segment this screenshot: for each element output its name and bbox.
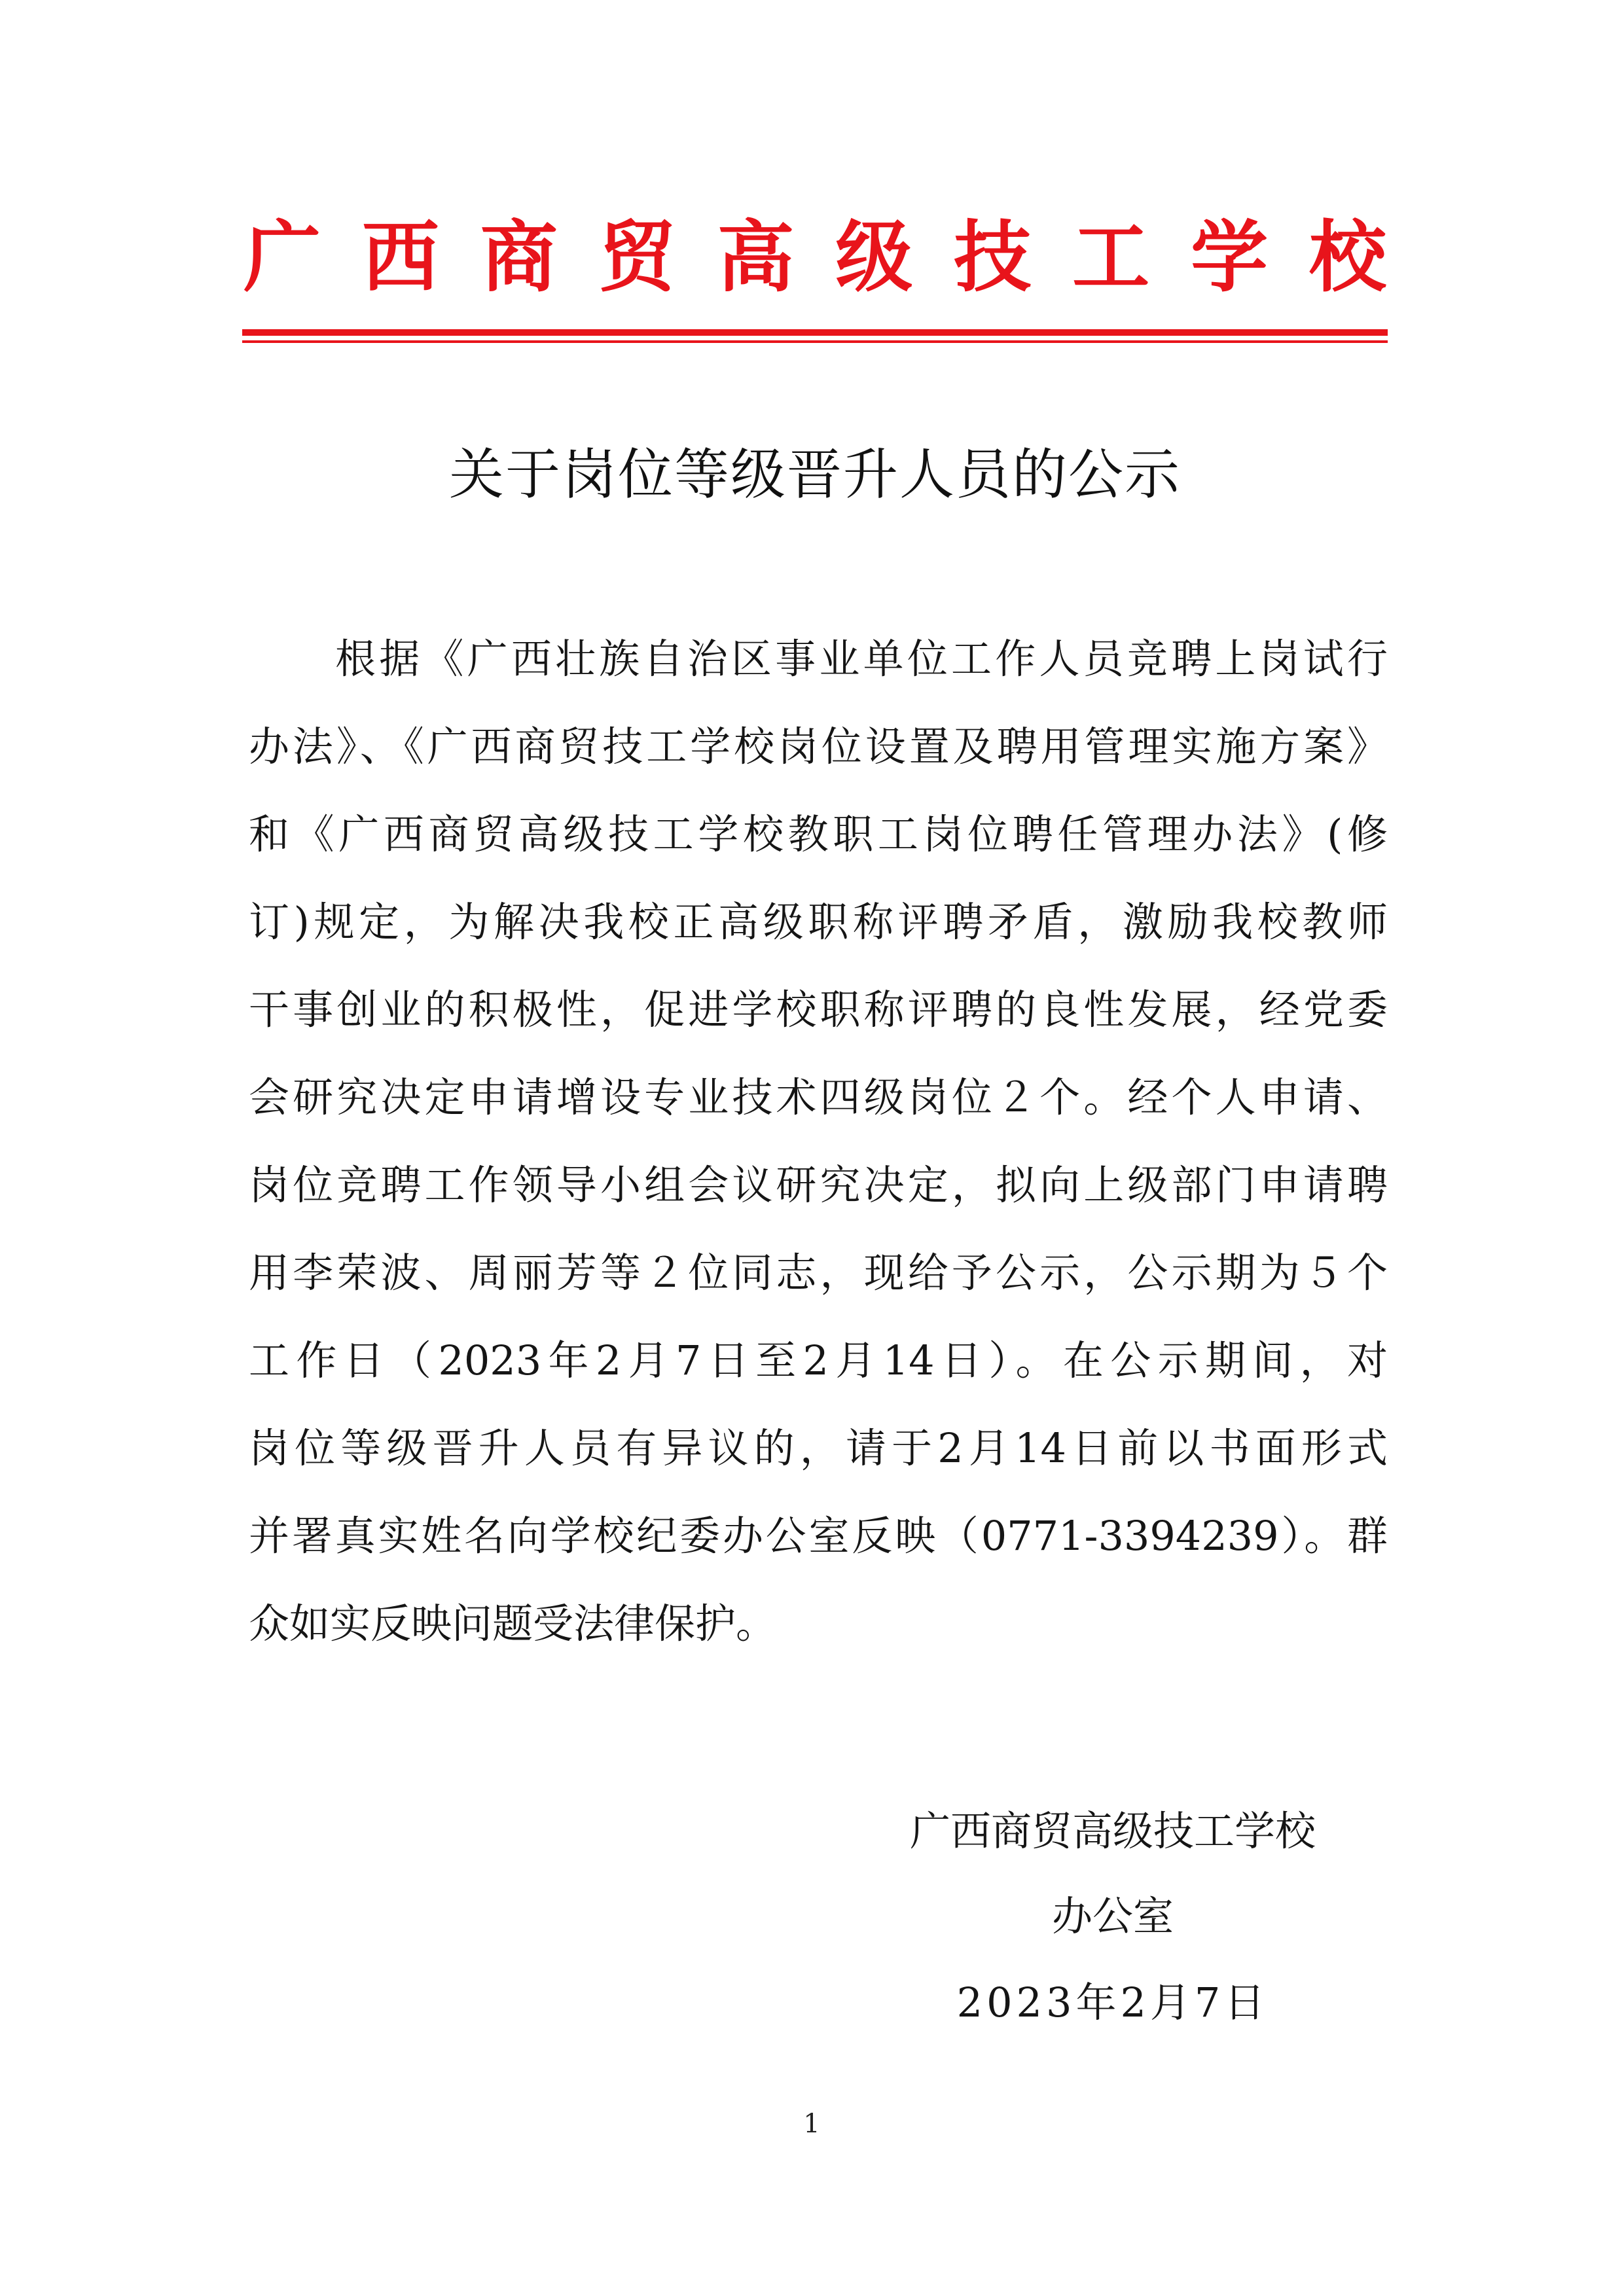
letterhead-char: 广	[244, 212, 321, 302]
letterhead-rule-thin	[242, 340, 1388, 343]
body-line: 岗位等级晋升人员有异议的，请于2月14日前以书面形式	[249, 1424, 1388, 1472]
letterhead-char: 高	[717, 212, 795, 302]
body-line: 干事创业的积极性，促进学校职称评聘的良性发展，经党委	[249, 986, 1388, 1033]
letterhead-char: 技	[954, 212, 1032, 302]
page-number: 1	[803, 2109, 820, 2139]
body-line: 和《广西商贸高级技工学校教职工岗位聘任管理办法》(修	[249, 810, 1388, 858]
letterhead-char: 西	[361, 212, 439, 302]
body-line: 订)规定，为解决我校正高级职称评聘矛盾，激励我校教师	[249, 898, 1388, 946]
body-line: 用李荣波、周丽芳等２位同志，现给予公示，公示期为５个	[249, 1249, 1388, 1297]
body-line: 工作日（2023年2月7日至2月14日）。在公示期间，对	[249, 1336, 1388, 1384]
signature-date: 2023年2月7日	[956, 1979, 1269, 2026]
letterhead-char: 贸	[598, 212, 676, 302]
body-line: 办法》、《广西商贸技工学校岗位设置及聘用管理实施方案》	[249, 723, 1388, 770]
letterhead-char: 学	[1191, 212, 1269, 302]
letterhead-char: 工	[1072, 212, 1150, 302]
signature-office: 办公室	[1051, 1892, 1174, 1940]
signature-organization: 广西商贸高级技工学校	[909, 1807, 1316, 1855]
letterhead	[244, 208, 1386, 306]
body-line: 并署真实姓名向学校纪委办公室反映（0771-3394239）。群	[249, 1512, 1388, 1560]
document-title: 关于岗位等级晋升人员的公示	[448, 442, 1181, 507]
body-line: 根据《广西壮族自治区事业单位工作人员竞聘上岗试行	[335, 635, 1388, 683]
body-line: 众如实反映问题受法律保护。	[249, 1600, 777, 1647]
body-line: 会研究决定申请增设专业技术四级岗位２个。经个人申请、	[249, 1073, 1388, 1121]
letterhead-char: 校	[1308, 212, 1386, 302]
body-paragraph	[249, 615, 1388, 1668]
letterhead-char: 商	[480, 212, 558, 302]
letterhead-rule-thick	[242, 329, 1388, 336]
letterhead-char: 级	[835, 212, 913, 302]
body-line: 岗位竞聘工作领导小组会议研究决定，拟向上级部门申请聘	[249, 1161, 1388, 1209]
